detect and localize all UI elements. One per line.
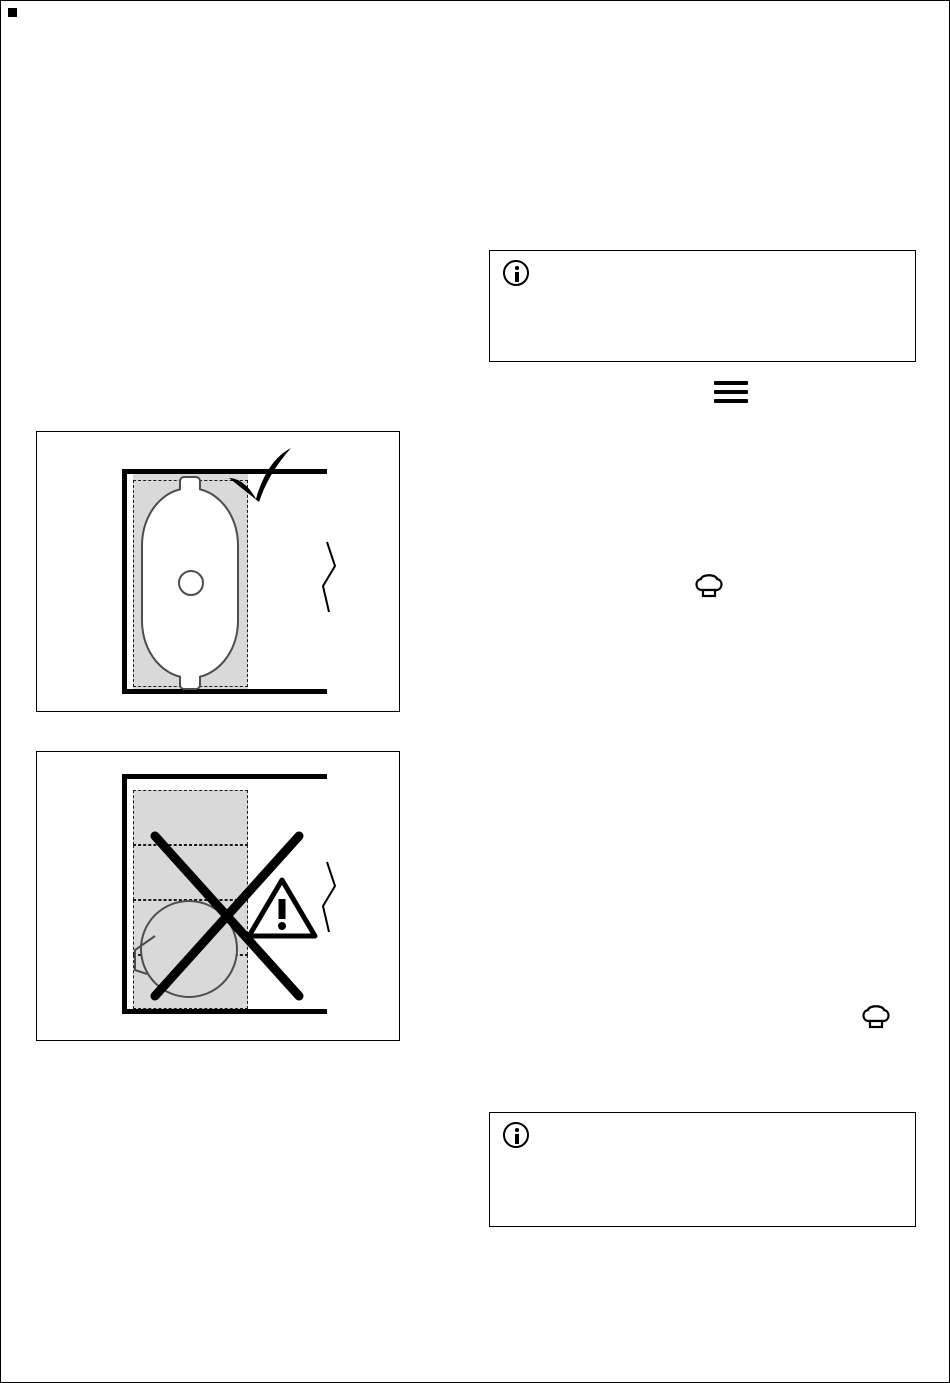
warning-triangle-icon [246,875,318,941]
menu-icon-bar-3 [714,399,748,403]
menu-icon-bar-1 [714,381,748,385]
hob-break-line [321,862,341,932]
info-icon-stem [515,272,518,282]
info-icon [503,260,529,286]
hob-break-line [321,542,341,612]
hob-top-edge [122,774,327,779]
info-icon-dot [515,266,519,270]
zone-indicator-symbol [0,0,26,26]
info-icon-stem [515,1134,518,1144]
menu-icon-bar-2 [714,390,748,394]
menu-icon[interactable] [714,380,748,406]
incorrect-pan-placement-figure [36,751,400,1041]
chef-hat-icon [694,572,724,600]
pan-handle-top [179,476,201,490]
check-icon [223,444,295,506]
info-note-box [489,1112,916,1227]
info-note-text [490,251,491,252]
info-note-text [490,1113,491,1114]
info-icon-dot [515,1128,519,1132]
correct-pan-placement-figure [36,431,400,712]
hob-bottom-edge [122,689,327,694]
pan-handle-bottom [179,676,201,690]
info-note-box [489,250,916,362]
pan-centre-knob [178,570,204,596]
chef-hat-icon [861,1003,891,1031]
zone-indicator-symbol-fill [8,8,17,17]
hob-bottom-edge [122,1009,327,1014]
info-icon [503,1122,529,1148]
